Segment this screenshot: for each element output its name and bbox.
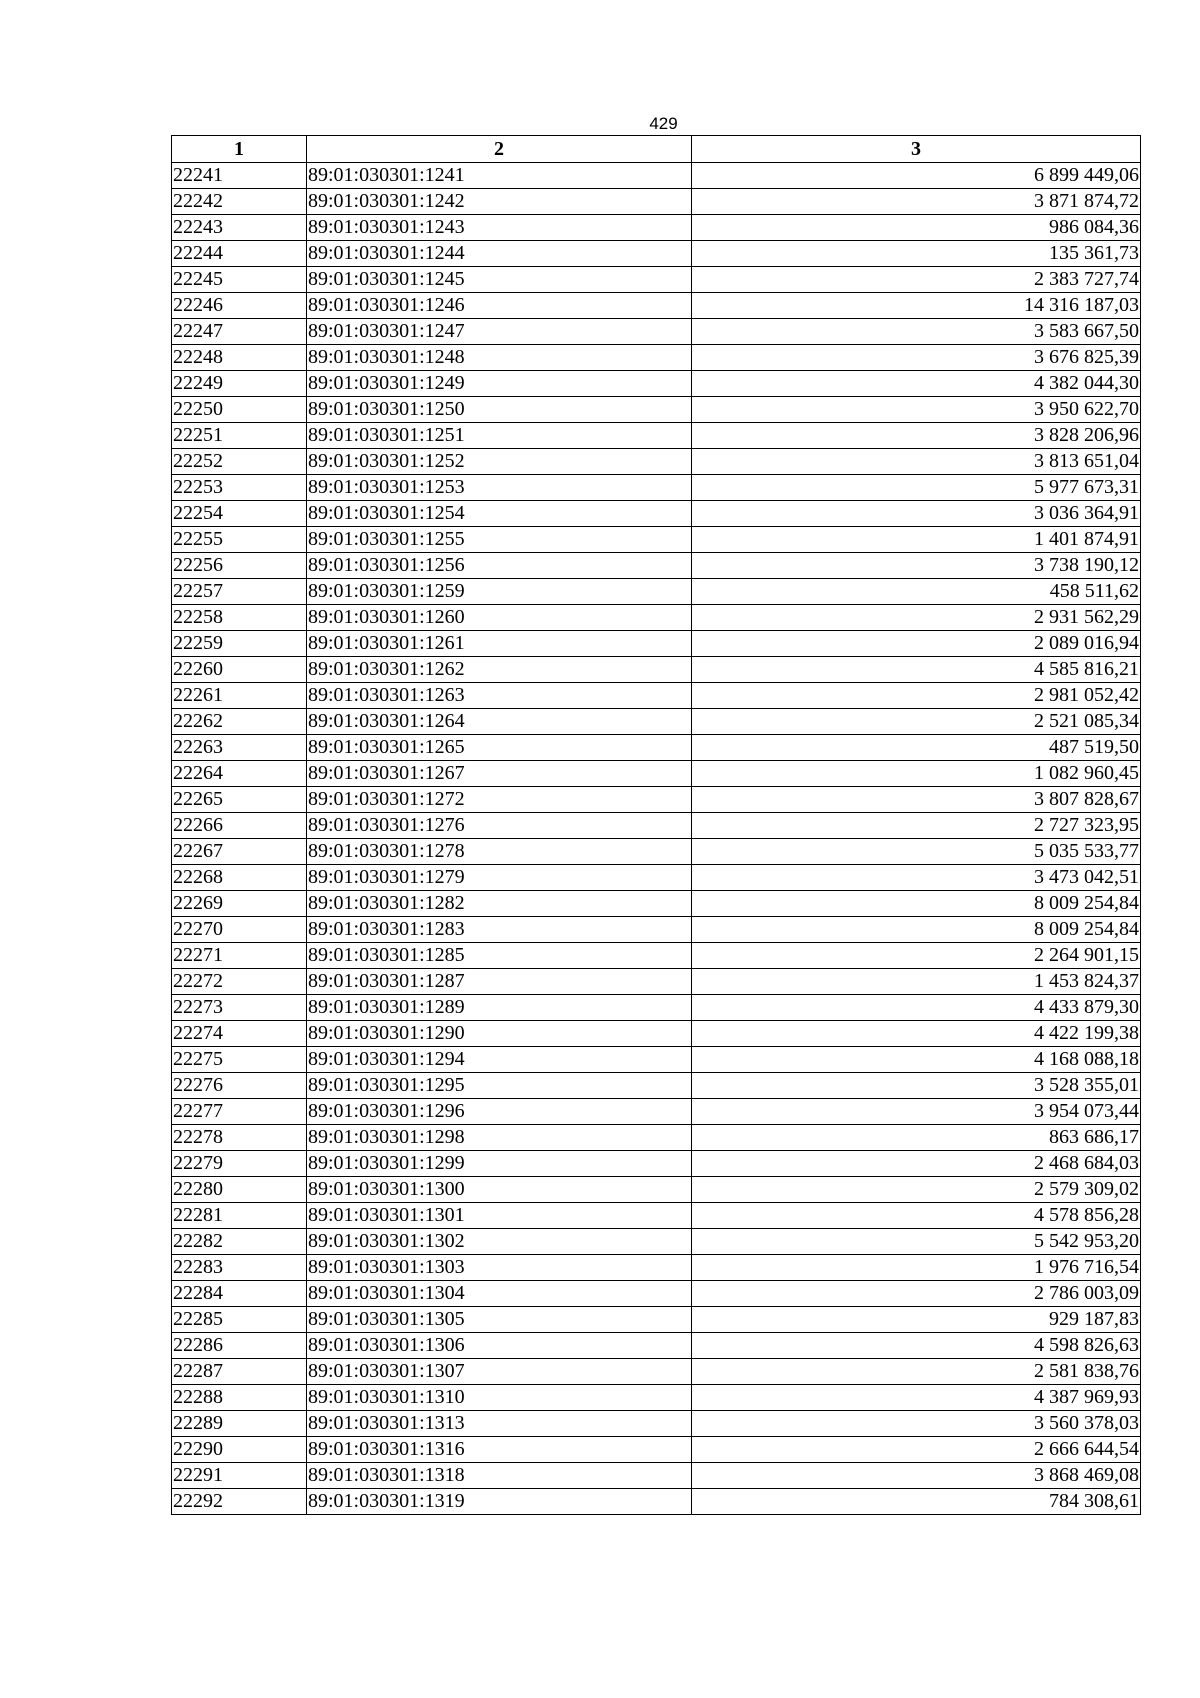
cadastral-number: 89:01:030301:1295 (307, 1073, 692, 1099)
cadastral-value: 2 786 003,09 (692, 1281, 1141, 1307)
cadastral-number: 89:01:030301:1260 (307, 605, 692, 631)
cadastral-number: 89:01:030301:1303 (307, 1255, 692, 1281)
cadastral-number: 89:01:030301:1254 (307, 501, 692, 527)
row-number: 22275 (172, 1047, 307, 1073)
row-number: 22263 (172, 735, 307, 761)
cadastral-number: 89:01:030301:1261 (307, 631, 692, 657)
cadastral-number: 89:01:030301:1301 (307, 1203, 692, 1229)
cadastral-value: 1 453 824,37 (692, 969, 1141, 995)
cadastral-value: 2 666 644,54 (692, 1437, 1141, 1463)
cadastral-value: 3 828 206,96 (692, 423, 1141, 449)
row-number: 22292 (172, 1489, 307, 1515)
cadastral-number: 89:01:030301:1287 (307, 969, 692, 995)
table-row (172, 163, 1141, 189)
table-row (172, 1047, 1141, 1073)
row-number: 22270 (172, 917, 307, 943)
table-row (172, 527, 1141, 553)
cadastral-number: 89:01:030301:1306 (307, 1333, 692, 1359)
cadastral-value: 2 468 684,03 (692, 1151, 1141, 1177)
cadastral-value: 3 036 364,91 (692, 501, 1141, 527)
table-row (172, 1281, 1141, 1307)
table-row (172, 839, 1141, 865)
cadastral-value: 3 738 190,12 (692, 553, 1141, 579)
cadastral-number: 89:01:030301:1319 (307, 1489, 692, 1515)
table-row (172, 865, 1141, 891)
table-row (172, 267, 1141, 293)
table-row (172, 1489, 1141, 1515)
row-number: 22256 (172, 553, 307, 579)
row-number: 22273 (172, 995, 307, 1021)
cadastral-number: 89:01:030301:1264 (307, 709, 692, 735)
table-row (172, 1255, 1141, 1281)
cadastral-value: 135 361,73 (692, 241, 1141, 267)
row-number: 22281 (172, 1203, 307, 1229)
cadastral-number: 89:01:030301:1244 (307, 241, 692, 267)
cadastral-number: 89:01:030301:1250 (307, 397, 692, 423)
table-row (172, 1073, 1141, 1099)
cadastral-value: 14 316 187,03 (692, 293, 1141, 319)
cadastral-number: 89:01:030301:1249 (307, 371, 692, 397)
cadastral-number: 89:01:030301:1276 (307, 813, 692, 839)
row-number: 22266 (172, 813, 307, 839)
table-row (172, 761, 1141, 787)
cadastral-number: 89:01:030301:1255 (307, 527, 692, 553)
row-number: 22283 (172, 1255, 307, 1281)
row-number: 22282 (172, 1229, 307, 1255)
table-row (172, 371, 1141, 397)
cadastral-value: 986 084,36 (692, 215, 1141, 241)
row-number: 22253 (172, 475, 307, 501)
cadastral-value: 458 511,62 (692, 579, 1141, 605)
cadastral-number: 89:01:030301:1298 (307, 1125, 692, 1151)
cadastral-number: 89:01:030301:1285 (307, 943, 692, 969)
row-number: 22289 (172, 1411, 307, 1437)
row-number: 22259 (172, 631, 307, 657)
row-number: 22241 (172, 163, 307, 189)
cadastral-value: 3 473 042,51 (692, 865, 1141, 891)
row-number: 22262 (172, 709, 307, 735)
row-number: 22243 (172, 215, 307, 241)
cadastral-number: 89:01:030301:1282 (307, 891, 692, 917)
table-row (172, 1151, 1141, 1177)
cadastral-number: 89:01:030301:1267 (307, 761, 692, 787)
table-row (172, 943, 1141, 969)
table-row (172, 605, 1141, 631)
column-header-2: 2 (307, 136, 692, 163)
cadastral-number: 89:01:030301:1302 (307, 1229, 692, 1255)
table-row (172, 319, 1141, 345)
cadastral-value: 3 583 667,50 (692, 319, 1141, 345)
table-row (172, 969, 1141, 995)
table-row (172, 293, 1141, 319)
cadastral-value: 1 401 874,91 (692, 527, 1141, 553)
cadastral-number: 89:01:030301:1251 (307, 423, 692, 449)
table-row (172, 449, 1141, 475)
row-number: 22248 (172, 345, 307, 371)
cadastral-value: 3 560 378,03 (692, 1411, 1141, 1437)
cadastral-number: 89:01:030301:1256 (307, 553, 692, 579)
cadastral-value: 929 187,83 (692, 1307, 1141, 1333)
table-row (172, 397, 1141, 423)
cadastral-value: 4 382 044,30 (692, 371, 1141, 397)
table-row (172, 579, 1141, 605)
table-row (172, 1203, 1141, 1229)
page-number: 429 (649, 114, 678, 133)
row-number: 22274 (172, 1021, 307, 1047)
row-number: 22291 (172, 1463, 307, 1489)
row-number: 22288 (172, 1385, 307, 1411)
row-number: 22255 (172, 527, 307, 553)
cadastral-number: 89:01:030301:1248 (307, 345, 692, 371)
cadastral-number: 89:01:030301:1313 (307, 1411, 692, 1437)
table-row (172, 891, 1141, 917)
cadastral-value: 4 598 826,63 (692, 1333, 1141, 1359)
cadastral-number: 89:01:030301:1245 (307, 267, 692, 293)
cadastral-number: 89:01:030301:1279 (307, 865, 692, 891)
row-number: 22242 (172, 189, 307, 215)
row-number: 22251 (172, 423, 307, 449)
row-number: 22254 (172, 501, 307, 527)
cadastral-number: 89:01:030301:1272 (307, 787, 692, 813)
row-number: 22244 (172, 241, 307, 267)
row-number: 22280 (172, 1177, 307, 1203)
cadastral-number: 89:01:030301:1307 (307, 1359, 692, 1385)
row-number: 22250 (172, 397, 307, 423)
cadastral-value: 2 264 901,15 (692, 943, 1141, 969)
cadastral-value: 1 082 960,45 (692, 761, 1141, 787)
cadastral-value-table (171, 135, 1141, 1515)
table-row (172, 1463, 1141, 1489)
table-row (172, 813, 1141, 839)
cadastral-number: 89:01:030301:1252 (307, 449, 692, 475)
table-row (172, 1307, 1141, 1333)
cadastral-value: 8 009 254,84 (692, 891, 1141, 917)
table-row (172, 1333, 1141, 1359)
table-row (172, 917, 1141, 943)
row-number: 22257 (172, 579, 307, 605)
table-row (172, 1125, 1141, 1151)
row-number: 22261 (172, 683, 307, 709)
table-row (172, 1177, 1141, 1203)
cadastral-number: 89:01:030301:1259 (307, 579, 692, 605)
cadastral-value: 2 383 727,74 (692, 267, 1141, 293)
table-row (172, 657, 1141, 683)
table-body (172, 163, 1141, 1515)
cadastral-value: 3 868 469,08 (692, 1463, 1141, 1489)
column-header-3: 3 (692, 136, 1141, 163)
cadastral-value: 487 519,50 (692, 735, 1141, 761)
cadastral-number: 89:01:030301:1265 (307, 735, 692, 761)
cadastral-number: 89:01:030301:1290 (307, 1021, 692, 1047)
row-number: 22271 (172, 943, 307, 969)
cadastral-number: 89:01:030301:1300 (307, 1177, 692, 1203)
cadastral-value: 8 009 254,84 (692, 917, 1141, 943)
cadastral-value: 1 976 716,54 (692, 1255, 1141, 1281)
table-row (172, 1385, 1141, 1411)
cadastral-value: 4 387 969,93 (692, 1385, 1141, 1411)
row-number: 22249 (172, 371, 307, 397)
table-row (172, 995, 1141, 1021)
table-row (172, 1437, 1141, 1463)
table-row (172, 423, 1141, 449)
table-row (172, 1021, 1141, 1047)
row-number: 22264 (172, 761, 307, 787)
row-number: 22267 (172, 839, 307, 865)
cadastral-value: 2 521 085,34 (692, 709, 1141, 735)
cadastral-number: 89:01:030301:1289 (307, 995, 692, 1021)
table-row (172, 1411, 1141, 1437)
table-row (172, 553, 1141, 579)
row-number: 22246 (172, 293, 307, 319)
table-row (172, 1359, 1141, 1385)
row-number: 22276 (172, 1073, 307, 1099)
cadastral-number: 89:01:030301:1243 (307, 215, 692, 241)
table-row (172, 241, 1141, 267)
cadastral-number: 89:01:030301:1305 (307, 1307, 692, 1333)
cadastral-number: 89:01:030301:1253 (307, 475, 692, 501)
table-header-row (172, 136, 1141, 163)
cadastral-value: 2 727 323,95 (692, 813, 1141, 839)
cadastral-number: 89:01:030301:1299 (307, 1151, 692, 1177)
cadastral-number: 89:01:030301:1316 (307, 1437, 692, 1463)
row-number: 22268 (172, 865, 307, 891)
row-number: 22245 (172, 267, 307, 293)
cadastral-value: 784 308,61 (692, 1489, 1141, 1515)
row-number: 22278 (172, 1125, 307, 1151)
table-row (172, 1099, 1141, 1125)
table-row (172, 683, 1141, 709)
table-row (172, 501, 1141, 527)
cadastral-value: 5 035 533,77 (692, 839, 1141, 865)
cadastral-number: 89:01:030301:1278 (307, 839, 692, 865)
cadastral-number: 89:01:030301:1246 (307, 293, 692, 319)
cadastral-value: 6 899 449,06 (692, 163, 1141, 189)
cadastral-number: 89:01:030301:1310 (307, 1385, 692, 1411)
cadastral-value: 4 168 088,18 (692, 1047, 1141, 1073)
cadastral-number: 89:01:030301:1304 (307, 1281, 692, 1307)
cadastral-value: 2 981 052,42 (692, 683, 1141, 709)
cadastral-value: 5 977 673,31 (692, 475, 1141, 501)
row-number: 22286 (172, 1333, 307, 1359)
row-number: 22252 (172, 449, 307, 475)
cadastral-number: 89:01:030301:1247 (307, 319, 692, 345)
cadastral-number: 89:01:030301:1242 (307, 189, 692, 215)
cadastral-value: 863 686,17 (692, 1125, 1141, 1151)
row-number: 22284 (172, 1281, 307, 1307)
table-row (172, 631, 1141, 657)
cadastral-value: 3 528 355,01 (692, 1073, 1141, 1099)
cadastral-number: 89:01:030301:1318 (307, 1463, 692, 1489)
cadastral-number: 89:01:030301:1296 (307, 1099, 692, 1125)
table-row (172, 709, 1141, 735)
cadastral-value: 2 089 016,94 (692, 631, 1141, 657)
table-row (172, 189, 1141, 215)
table-row (172, 475, 1141, 501)
row-number: 22269 (172, 891, 307, 917)
row-number: 22279 (172, 1151, 307, 1177)
table-row (172, 345, 1141, 371)
table-row (172, 735, 1141, 761)
cadastral-value: 3 871 874,72 (692, 189, 1141, 215)
cadastral-value: 5 542 953,20 (692, 1229, 1141, 1255)
table-row (172, 215, 1141, 241)
cadastral-value: 3 950 622,70 (692, 397, 1141, 423)
cadastral-value: 2 579 309,02 (692, 1177, 1141, 1203)
cadastral-number: 89:01:030301:1241 (307, 163, 692, 189)
cadastral-value: 4 585 816,21 (692, 657, 1141, 683)
row-number: 22290 (172, 1437, 307, 1463)
cadastral-number: 89:01:030301:1283 (307, 917, 692, 943)
row-number: 22247 (172, 319, 307, 345)
cadastral-value: 3 813 651,04 (692, 449, 1141, 475)
row-number: 22277 (172, 1099, 307, 1125)
cadastral-value: 4 433 879,30 (692, 995, 1141, 1021)
table-row (172, 787, 1141, 813)
cadastral-number: 89:01:030301:1263 (307, 683, 692, 709)
cadastral-value: 3 954 073,44 (692, 1099, 1141, 1125)
cadastral-value: 3 807 828,67 (692, 787, 1141, 813)
cadastral-value: 4 578 856,28 (692, 1203, 1141, 1229)
cadastral-number: 89:01:030301:1262 (307, 657, 692, 683)
cadastral-value: 3 676 825,39 (692, 345, 1141, 371)
row-number: 22285 (172, 1307, 307, 1333)
column-header-1: 1 (172, 136, 307, 163)
row-number: 22265 (172, 787, 307, 813)
cadastral-value: 2 581 838,76 (692, 1359, 1141, 1385)
cadastral-number: 89:01:030301:1294 (307, 1047, 692, 1073)
row-number: 22260 (172, 657, 307, 683)
row-number: 22272 (172, 969, 307, 995)
row-number: 22287 (172, 1359, 307, 1385)
table-row (172, 1229, 1141, 1255)
row-number: 22258 (172, 605, 307, 631)
cadastral-value: 4 422 199,38 (692, 1021, 1141, 1047)
cadastral-value: 2 931 562,29 (692, 605, 1141, 631)
